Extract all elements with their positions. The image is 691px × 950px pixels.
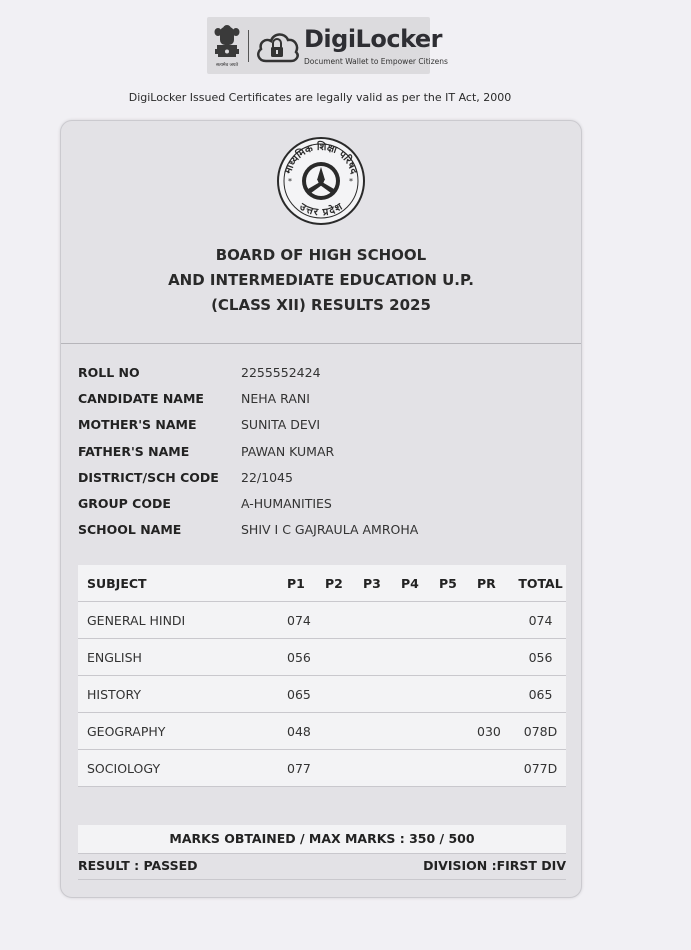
header-p4: P4	[401, 565, 439, 602]
subject-cell: SOCIOLOGY	[78, 750, 287, 787]
header-total: TOTAL	[515, 565, 566, 602]
p3-cell	[363, 713, 401, 750]
svg-text:सत्यमेव जयते: सत्यमेव जयते	[215, 63, 239, 68]
result-status: RESULT : PASSED	[78, 858, 198, 873]
board-seal-icon	[276, 136, 366, 226]
pr-cell	[477, 676, 515, 713]
brand-tagline: Document Wallet to Empower Citizens	[304, 57, 448, 66]
p2-cell	[325, 602, 363, 639]
p5-cell	[439, 750, 477, 787]
title-divider	[61, 343, 581, 344]
header-p1: P1	[287, 565, 325, 602]
group-code-value: A-HUMANITIES	[241, 495, 332, 511]
p5-cell	[439, 602, 477, 639]
division-status: DIVISION :FIRST DIV	[423, 858, 566, 873]
p4-cell	[401, 676, 439, 713]
marks-summary: MARKS OBTAINED / MAX MARKS : 350 / 500	[78, 825, 566, 854]
p3-cell	[363, 639, 401, 676]
board-title	[61, 243, 581, 318]
pr-cell	[477, 602, 515, 639]
logo-divider	[248, 30, 249, 62]
p4-cell	[401, 602, 439, 639]
total-cell: 078D	[515, 713, 566, 750]
table-row	[78, 676, 566, 713]
marks-table	[78, 565, 566, 787]
table-row	[78, 639, 566, 676]
p3-cell	[363, 602, 401, 639]
p1-cell: 048	[287, 713, 325, 750]
p1-cell: 065	[287, 676, 325, 713]
svg-text:माध्यमिक शिक्षा परिषद: माध्यमिक शिक्षा परिषद	[282, 141, 360, 176]
header-p5: P5	[439, 565, 477, 602]
svg-text:*: *	[288, 177, 292, 186]
candidate-name-label: CANDIDATE NAME	[78, 391, 204, 407]
father-name-label: FATHER'S NAME	[78, 443, 190, 459]
candidate-name-value: NEHA RANI	[241, 391, 310, 407]
brand-name: DigiLocker	[304, 25, 442, 53]
father-name-value: PAWAN KUMAR	[241, 443, 335, 459]
header-p2: P2	[325, 565, 363, 602]
subject-cell: GENERAL HINDI	[78, 602, 287, 639]
subject-cell: HISTORY	[78, 676, 287, 713]
p3-cell	[363, 676, 401, 713]
cloud-lock-icon	[254, 27, 300, 67]
board-title-line-3: (CLASS XII) RESULTS 2025	[211, 296, 431, 314]
p1-cell: 056	[287, 639, 325, 676]
pr-cell	[477, 750, 515, 787]
pr-cell: 030	[477, 713, 515, 750]
p2-cell	[325, 750, 363, 787]
total-cell: 074	[515, 602, 566, 639]
marks-header-row	[78, 565, 566, 602]
p1-cell: 077	[287, 750, 325, 787]
result-certificate	[60, 120, 582, 898]
subject-cell: ENGLISH	[78, 639, 287, 676]
p2-cell	[325, 713, 363, 750]
p4-cell	[401, 750, 439, 787]
mother-name-label: MOTHER'S NAME	[78, 417, 197, 433]
table-row	[78, 602, 566, 639]
p2-cell	[325, 676, 363, 713]
district-code-label: DISTRICT/SCH CODE	[78, 469, 219, 485]
school-name-value: SHIV I C GAJRAULA AMROHA	[241, 522, 419, 538]
header-p3: P3	[363, 565, 401, 602]
p4-cell	[401, 639, 439, 676]
roll-no-value: 2255552424	[241, 365, 321, 380]
table-row	[78, 713, 566, 750]
digilocker-logo	[207, 17, 448, 74]
school-name-label: SCHOOL NAME	[78, 522, 182, 538]
national-emblem-icon	[211, 21, 243, 70]
header-pr: PR	[477, 565, 515, 602]
p2-cell	[325, 639, 363, 676]
legal-validity-note: DigiLocker Issued Certificates are legally valid as per the IT Act, 2000	[128, 91, 512, 104]
svg-text:*: *	[349, 177, 353, 186]
p5-cell	[439, 676, 477, 713]
subject-cell: GEOGRAPHY	[78, 713, 287, 750]
group-code-label: GROUP CODE	[78, 495, 171, 511]
district-code-value: 22/1045	[241, 469, 293, 485]
svg-text:उत्तर प्रदेश: उत्तर प्रदेश	[297, 201, 345, 219]
table-row	[78, 750, 566, 787]
p5-cell	[439, 713, 477, 750]
roll-no-label: ROLL NO	[78, 365, 140, 380]
p5-cell	[439, 639, 477, 676]
total-cell: 056	[515, 639, 566, 676]
p1-cell: 074	[287, 602, 325, 639]
header-subject: SUBJECT	[78, 565, 287, 602]
total-cell: 065	[515, 676, 566, 713]
pr-cell	[477, 639, 515, 676]
mother-name-value: SUNITA DEVI	[241, 417, 321, 433]
board-title-line-2: AND INTERMEDIATE EDUCATION U.P.	[168, 271, 474, 289]
p4-cell	[401, 713, 439, 750]
board-title-line-1: BOARD OF HIGH SCHOOL	[215, 246, 427, 264]
result-bar	[78, 855, 566, 880]
p3-cell	[363, 750, 401, 787]
total-cell: 077D	[515, 750, 566, 787]
